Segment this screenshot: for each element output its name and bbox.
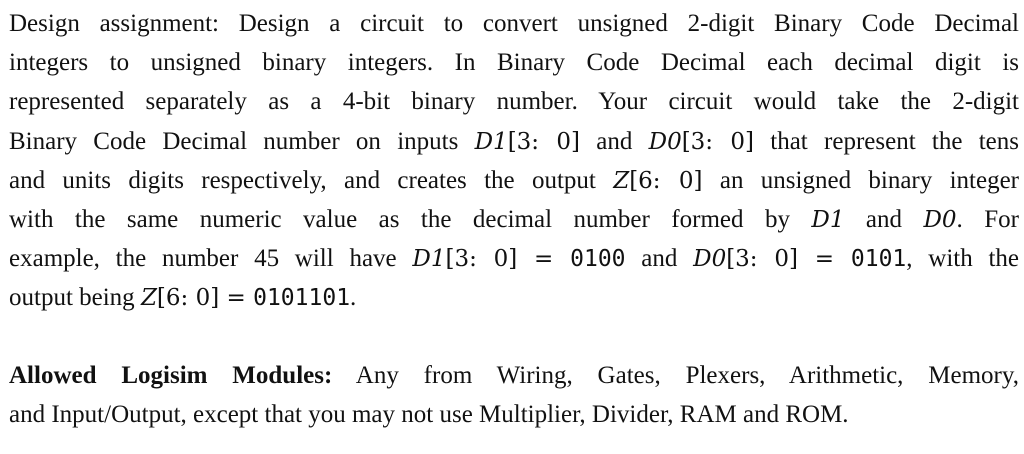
allowed-modules-paragraph xyxy=(9,356,1019,434)
binary-value: 0101101 xyxy=(253,285,351,312)
math-variable: D0 xyxy=(923,206,957,233)
text-segment: and xyxy=(579,127,649,155)
math-variable: D1 xyxy=(412,246,446,273)
text-segment: example, the number 45 will have xyxy=(9,245,413,273)
text-segment: an unsigned binary integer xyxy=(702,166,1019,194)
math-range: [3: 0] xyxy=(445,246,518,273)
text-segment: Binary Code Decimal number on inputs xyxy=(9,127,475,155)
text-segment: Any from Wiring, Gates, Plexers, Arithmetic, Memory, xyxy=(332,361,1019,389)
text-line xyxy=(9,161,1019,200)
math-variable: D0 xyxy=(648,128,682,155)
text-segment: , with the xyxy=(906,245,1019,273)
text-line: Design assignment: Design a circuit to convert unsigned 2-digit Binary Code Decimal xyxy=(9,10,1019,37)
text-line xyxy=(9,122,1019,161)
math-variable: Z xyxy=(613,167,630,194)
math-variable: D1 xyxy=(811,206,845,233)
math-equals: = xyxy=(797,246,851,273)
text-segment: and xyxy=(625,245,694,273)
text-segment: that represent the tens xyxy=(754,127,1019,155)
assignment-document xyxy=(9,4,1019,434)
math-equals: = xyxy=(517,246,571,273)
allowed-modules-label: Allowed Logisim Modules: xyxy=(9,361,333,389)
text-line xyxy=(9,278,1019,317)
assignment-paragraph xyxy=(9,4,1019,318)
text-line: represented separately as a 4-bit binary number. Your circuit would take the 2-digit xyxy=(9,88,1019,116)
math-equals: = xyxy=(219,285,254,312)
binary-value: 0100 xyxy=(570,246,626,273)
math-variable: D0 xyxy=(693,246,727,273)
text-line: and Input/Output, except that you may not use Multiplier, Divider, RAM and ROM. xyxy=(9,400,849,428)
math-range: [3: 0] xyxy=(681,128,754,155)
text-segment: . For xyxy=(956,205,1019,233)
text-segment: . xyxy=(350,284,357,312)
text-segment: and xyxy=(844,205,924,233)
text-line xyxy=(9,239,1019,278)
text-line: integers to unsigned binary integers. In Binary Code Decimal each decimal digit is xyxy=(9,49,1019,77)
text-segment: output being xyxy=(9,284,141,312)
math-range: [3: 0] xyxy=(726,246,798,273)
text-line xyxy=(9,200,1019,239)
math-range: [6: 0] xyxy=(156,285,220,312)
math-variable: D1 xyxy=(474,128,508,155)
math-range: [6: 0] xyxy=(629,167,703,194)
binary-value: 0101 xyxy=(850,246,907,273)
text-segment: with the same numeric value as the decimal number formed by xyxy=(9,205,812,233)
math-variable: Z xyxy=(140,285,157,312)
math-range: [3: 0] xyxy=(507,128,580,155)
text-line xyxy=(9,356,1019,395)
paragraph-spacer xyxy=(9,318,1019,356)
text-segment: and units digits respectively, and creates the output xyxy=(9,166,614,194)
